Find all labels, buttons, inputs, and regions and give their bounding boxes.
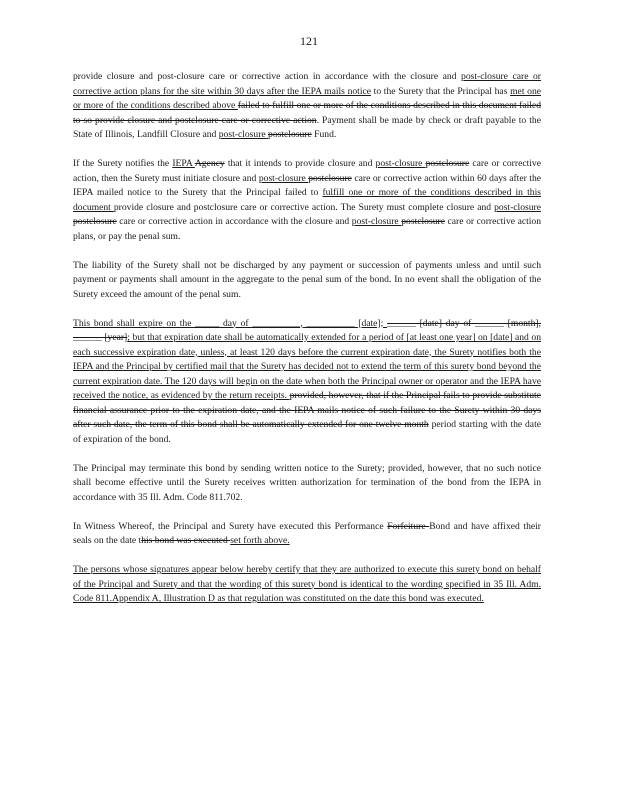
deleted-text: Agency	[194, 158, 225, 169]
inserted-text: post-closure care or corrective action plans for the site within 30 days after the IEPA mails notice	[73, 71, 541, 97]
paragraph	[73, 70, 541, 143]
deleted-text: postclosure	[401, 216, 445, 227]
inserted-text: owner or operator and the IEPA have received the notice, as evidenced by the return receipts.	[73, 375, 541, 401]
deleted-text: postclosure	[73, 216, 117, 227]
deleted-text: failed to fulfill one or more of the conditions described in this document failed to so provide closure and postclosure care or corrective action	[73, 100, 542, 126]
paragraph-text: care or corrective action, then the Surety must initiate closure and	[73, 158, 541, 184]
paragraph	[73, 520, 541, 549]
paragraph-text: Fund.	[311, 129, 337, 140]
inserted-text: post-closure	[258, 172, 309, 184]
inserted-text: post-closure	[218, 129, 269, 140]
paragraph-text: In Witness Whereof, the Principal and Surety have executed this Performance	[73, 520, 388, 532]
inserted-text: fulfill one or more of the conditions described in this document	[73, 187, 541, 213]
inserted-text: set forth above.	[230, 535, 290, 546]
inserted-text: post-closure	[351, 216, 402, 227]
paragraph-text: care or corrective action in accordance with the closure and	[116, 216, 352, 227]
inserted-text: This bond shall expire on the _____ day of __________, __________ [date];	[73, 317, 388, 329]
deleted-text: provided, however, that if the Principal fails to provide substitute financial assurance prior to the expiration date, and the IEPA mails notice of such failure to the Surety within 30 days after such date, the term of this bond shall be automatically extended for one twelve month	[73, 390, 541, 430]
paragraph-text: period starting with the date of expiration of the bond.	[73, 419, 541, 445]
inserted-text: post-closure	[494, 201, 541, 213]
inserted-text: ; but that expiration date shall be automatically extended for a period of [at least one year] on [date] and on each successive expiration date, unless, at least 120 days before the current expiration date, the Surety notifies both the IEPA and the Principal by certified mail that the Surety has decided not to extend the term of this surety bond beyond the current expiration date. The 120 days will begin on the date when both the	[73, 332, 542, 387]
inserted-text: post-closure	[375, 158, 426, 169]
deleted-text: postclosure	[425, 158, 470, 169]
paragraph	[73, 259, 541, 303]
paragraph-text: care or corrective action plans, or pay the penal sum.	[73, 216, 542, 242]
paragraph	[73, 317, 541, 448]
paragraph-text: The Principal may terminate this bond by sending written notice to the Surety; provided, however, that no such notice shall become effective until the Surety receives written authorization for termination of the bond from the IEPA in accordance with 35 Ill. Adm. Code 811.702.	[73, 462, 541, 503]
deleted-text: postclosure	[268, 129, 312, 140]
paragraph-text: If the Surety notifies the	[73, 158, 173, 169]
inserted-text: Principal	[361, 375, 397, 387]
deleted-text: his bond was executed	[141, 535, 231, 546]
paragraph-text: provide closure and post-closure care or corrective action in accordance with the closure and	[73, 71, 462, 82]
paragraph	[73, 462, 541, 506]
deleted-text: Forfeiture	[387, 520, 430, 532]
paragraph-text: Bond and have affixed their seals on the date t	[73, 520, 541, 546]
inserted-text: IEPA	[172, 158, 195, 169]
paragraph-text: that it intends to provide closure and	[224, 158, 376, 169]
paragraph-text: . Payment shall be made by check or draft payable to the State of Illinois, Landfill Closure and	[73, 114, 541, 140]
document-body	[73, 70, 541, 621]
paragraph-text: provide closure and postclosure care or corrective action. The Surety must complete closure and	[113, 201, 495, 213]
deleted-text: ______ [date] day of ______ [month], ______ [year]	[73, 317, 541, 343]
paragraph-text: care or corrective action within 60 days after the IEPA mailed notice to the Surety that the Principal failed to	[73, 172, 541, 198]
deleted-text: postclosure	[308, 172, 352, 184]
inserted-text: The persons whose signatures appear below hereby certify that they are authorized to execute this surety bond on behalf of the Principal and Surety and that the wording of this surety bond is identical to the wording specified in 35 Ill. Adm. Code 811.Appendix A, Illustration D as that regulation was constituted on the date this bond was executed.	[73, 564, 541, 604]
inserted-text: met one or more of the conditions described above	[73, 85, 541, 111]
page-number: 121	[300, 34, 318, 48]
paragraph-text: to the Surety that the Principal has	[371, 85, 511, 97]
paragraph-text: The liability of the Surety shall not be discharged by any payment or succession of payments unless and until such payment or payments shall amount in the aggregate to the penal sum of the bond. In no event shall the obligation of the Surety exceed the amount of the penal sum.	[73, 259, 541, 300]
paragraph	[73, 563, 541, 607]
paragraph	[73, 157, 541, 244]
